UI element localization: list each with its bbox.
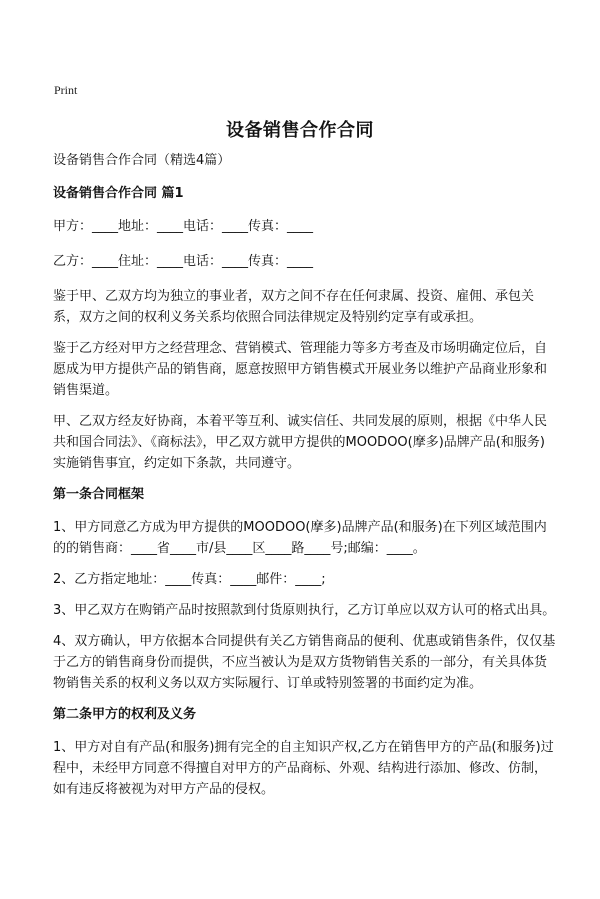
article-2-item-1: 1、甲方对自有产品(和服务)拥有完全的自主知识产权,乙方在销售甲方的产品(和服务)过程中，未经甲方同意不得擅自对甲方的产品商标、外观、结构进行添加、修改、仿制，如有违反将被视为对甲方产品的侵权。 xyxy=(53,740,554,797)
party-b-line: 乙方：____住址：____电话：____传真：____ xyxy=(53,254,314,269)
article-1-item-2: 2、乙方指定地址：____传真：____邮件：____; xyxy=(53,572,326,587)
document-content xyxy=(53,150,556,810)
article-1-item-1: 1、甲方同意乙方成为甲方提供的MOODOO(摩多)品牌产品(和服务)在下列区域范围内的的销售商：____省____市/县____区____路____号;邮编：____。 xyxy=(53,520,547,556)
print-label[interactable]: Print xyxy=(54,83,78,97)
paragraph-3: 甲、乙双方经友好协商，本着平等互利、诚实信任、共同发展的原则，根据《中华人民共和国合同法》、《商标法》，甲乙双方就甲方提供的MOODOO(摩多)品牌产品(和服务)实施销售事宜，约定如下条款，共同遵守。 xyxy=(53,414,548,471)
article-1-heading: 第一条合同框架 xyxy=(53,487,145,502)
party-a-line: 甲方：____地址：____电话：____传真：____ xyxy=(53,219,314,234)
article-1-item-4: 4、双方确认，甲方依据本合同提供有关乙方销售商品的便利、优惠或销售条件，仅仅基于乙方的销售商身份而提供，不应当被认为是双方货物销售关系的一部分，有关具体货物销售关系的权利义务以双方实际履行、订单或特别签署的书面约定为准。 xyxy=(53,634,556,691)
paragraph-2: 鉴于乙方经对甲方之经营理念、营销模式、管理能力等多方考查及市场明确定位后，自愿成为甲方提供产品的销售商，愿意按照甲方销售模式开展业务以维护产品商业形象和销售渠道。 xyxy=(53,341,548,398)
document-subtitle: 设备销售合作合同（精选4篇） xyxy=(53,153,231,168)
document-title: 设备销售合作合同 xyxy=(226,120,374,141)
section-heading-1: 设备销售合作合同 篇1 xyxy=(53,186,184,201)
paragraph-1: 鉴于甲、乙双方均为独立的事业者，双方之间不存在任何隶属、投资、雇佣、承包关系，双方之间的权利义务关系均依照合同法律规定及特别约定享有或承担。 xyxy=(53,289,535,325)
article-2-heading: 第二条甲方的权利及义务 xyxy=(53,707,197,722)
article-1-item-3: 3、甲乙双方在购销产品时按照款到付货原则执行，乙方订单应以双方认可的格式出具。 xyxy=(53,603,556,618)
